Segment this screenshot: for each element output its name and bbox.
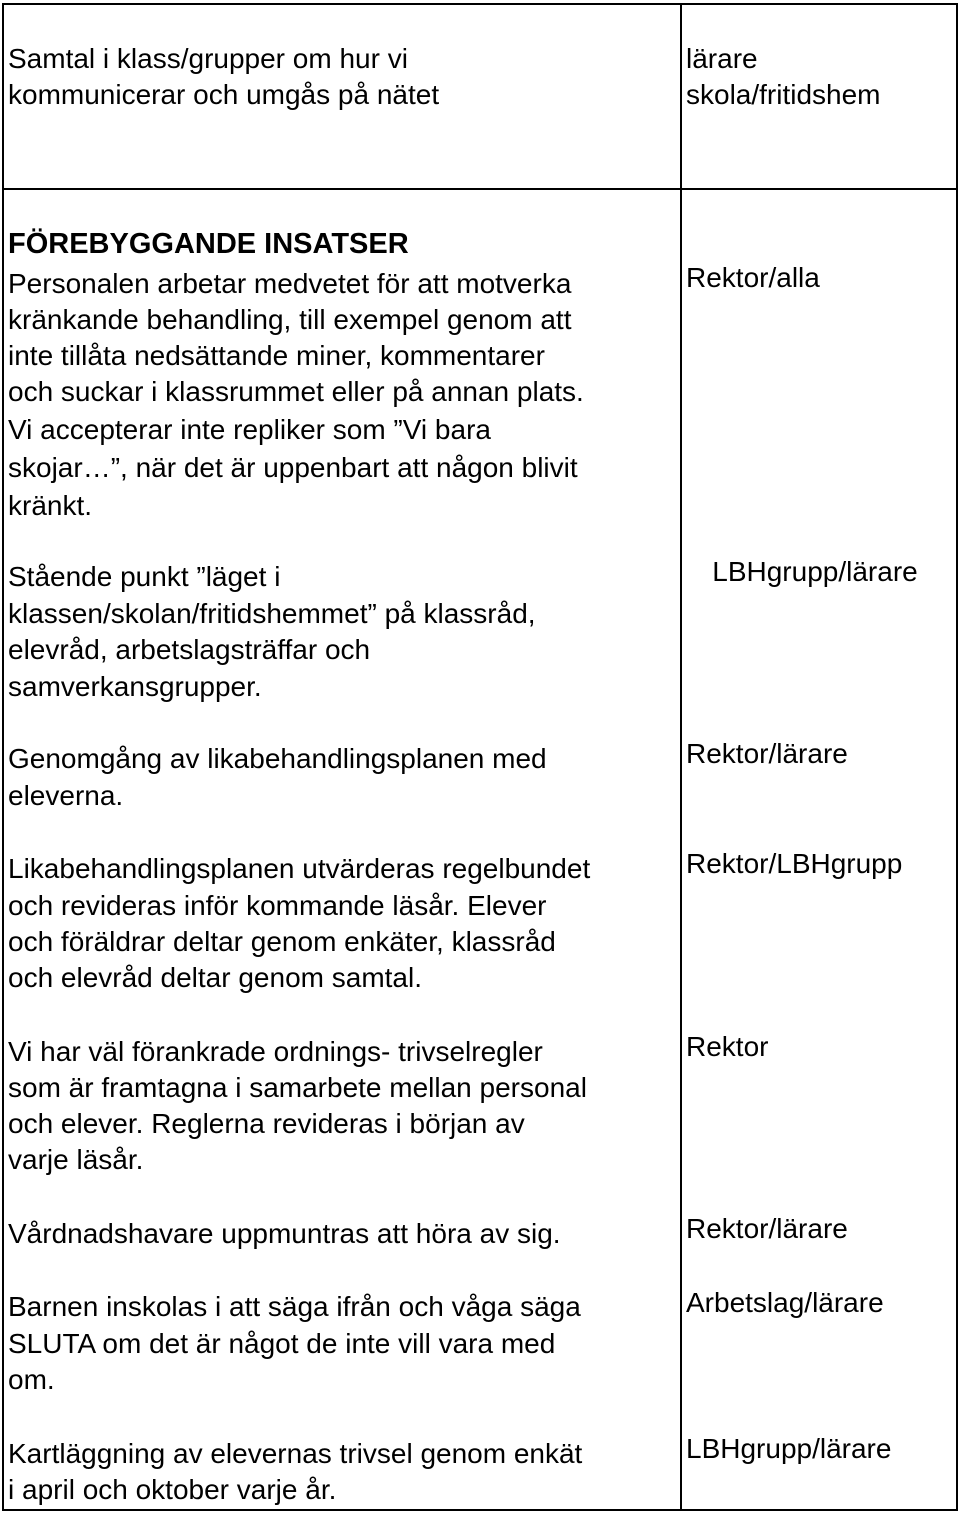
item-text-line: Kartläggning av elevernas trivsel genom enkät [8, 1438, 583, 1469]
item-text-line: som är framtagna i samarbete mellan personal [8, 1072, 587, 1103]
item-responsible: Rektor [686, 1031, 769, 1062]
row-divider [4, 188, 956, 190]
item-responsible: Arbetslag/lärare [686, 1287, 884, 1318]
item-responsible: Rektor/LBHgrupp [686, 848, 903, 879]
item-text-line: skojar…”, när det är uppenbart att någon blivit [8, 452, 578, 483]
item-text-line: Stående punkt ”läget i [8, 561, 281, 592]
item-text-line: klassen/skolan/fritidshemmet” på klassråd, [8, 598, 536, 629]
item-text-line: Vi har väl förankrade ordnings- trivselregler [8, 1036, 543, 1067]
item-text-line: om. [8, 1364, 55, 1395]
item-text-line: kränkt. [8, 490, 93, 521]
column-divider [680, 5, 682, 1509]
row1-activity-line: Samtal i klass/grupper om hur vi [8, 43, 408, 74]
item-responsible: Rektor/lärare [686, 738, 848, 769]
item-text-line: och revideras inför kommande läsår. Elever [8, 890, 547, 921]
item-text-line: Genomgång av likabehandlingsplanen med [8, 743, 547, 774]
item-text-line: varje läsår. [8, 1144, 144, 1175]
item-text-line: Vi accepterar inte repliker som ”Vi bara [8, 414, 491, 445]
item-responsible: LBHgrupp/lärare [686, 1433, 892, 1464]
row1-activity-line: kommunicerar och umgås på nätet [8, 79, 440, 110]
item-text-line: inte tillåta nedsättande miner, kommentarer [8, 340, 545, 371]
item-responsible: Rektor/lärare [686, 1213, 848, 1244]
section-heading: FÖREBYGGANDE INSATSER [8, 228, 409, 260]
row1-responsible-line: lärare [686, 43, 758, 74]
item-text-line: och föräldrar deltar genom enkäter, klassråd [8, 926, 556, 957]
item-text-line: SLUTA om det är något de inte vill vara med [8, 1328, 556, 1359]
item-text-line: och elever. Reglerna revideras i början av [8, 1108, 525, 1139]
item-text-line: i april och oktober varje år. [8, 1474, 337, 1505]
item-text-line: samverkansgrupper. [8, 671, 262, 702]
item-text-line: och suckar i klassrummet eller på annan plats. [8, 376, 584, 407]
item-text-line: Vårdnadshavare uppmuntras att höra av sig. [8, 1218, 561, 1249]
item-text-line: Likabehandlingsplanen utvärderas regelbundet [8, 853, 591, 884]
row1-responsible-line: skola/fritidshem [686, 79, 881, 110]
item-text-line: Personalen arbetar medvetet för att motverka [8, 268, 572, 299]
item-text-line: och elevråd deltar genom samtal. [8, 962, 422, 993]
item-text-line: eleverna. [8, 780, 124, 811]
item-text-line: elevråd, arbetslagsträffar och [8, 634, 371, 665]
item-responsible: Rektor/alla [686, 262, 820, 293]
item-responsible: LBHgrupp/lärare [712, 556, 918, 587]
item-text-line: Barnen inskolas i att säga ifrån och våga säga [8, 1291, 581, 1322]
item-text-line: kränkande behandling, till exempel genom att [8, 304, 572, 335]
